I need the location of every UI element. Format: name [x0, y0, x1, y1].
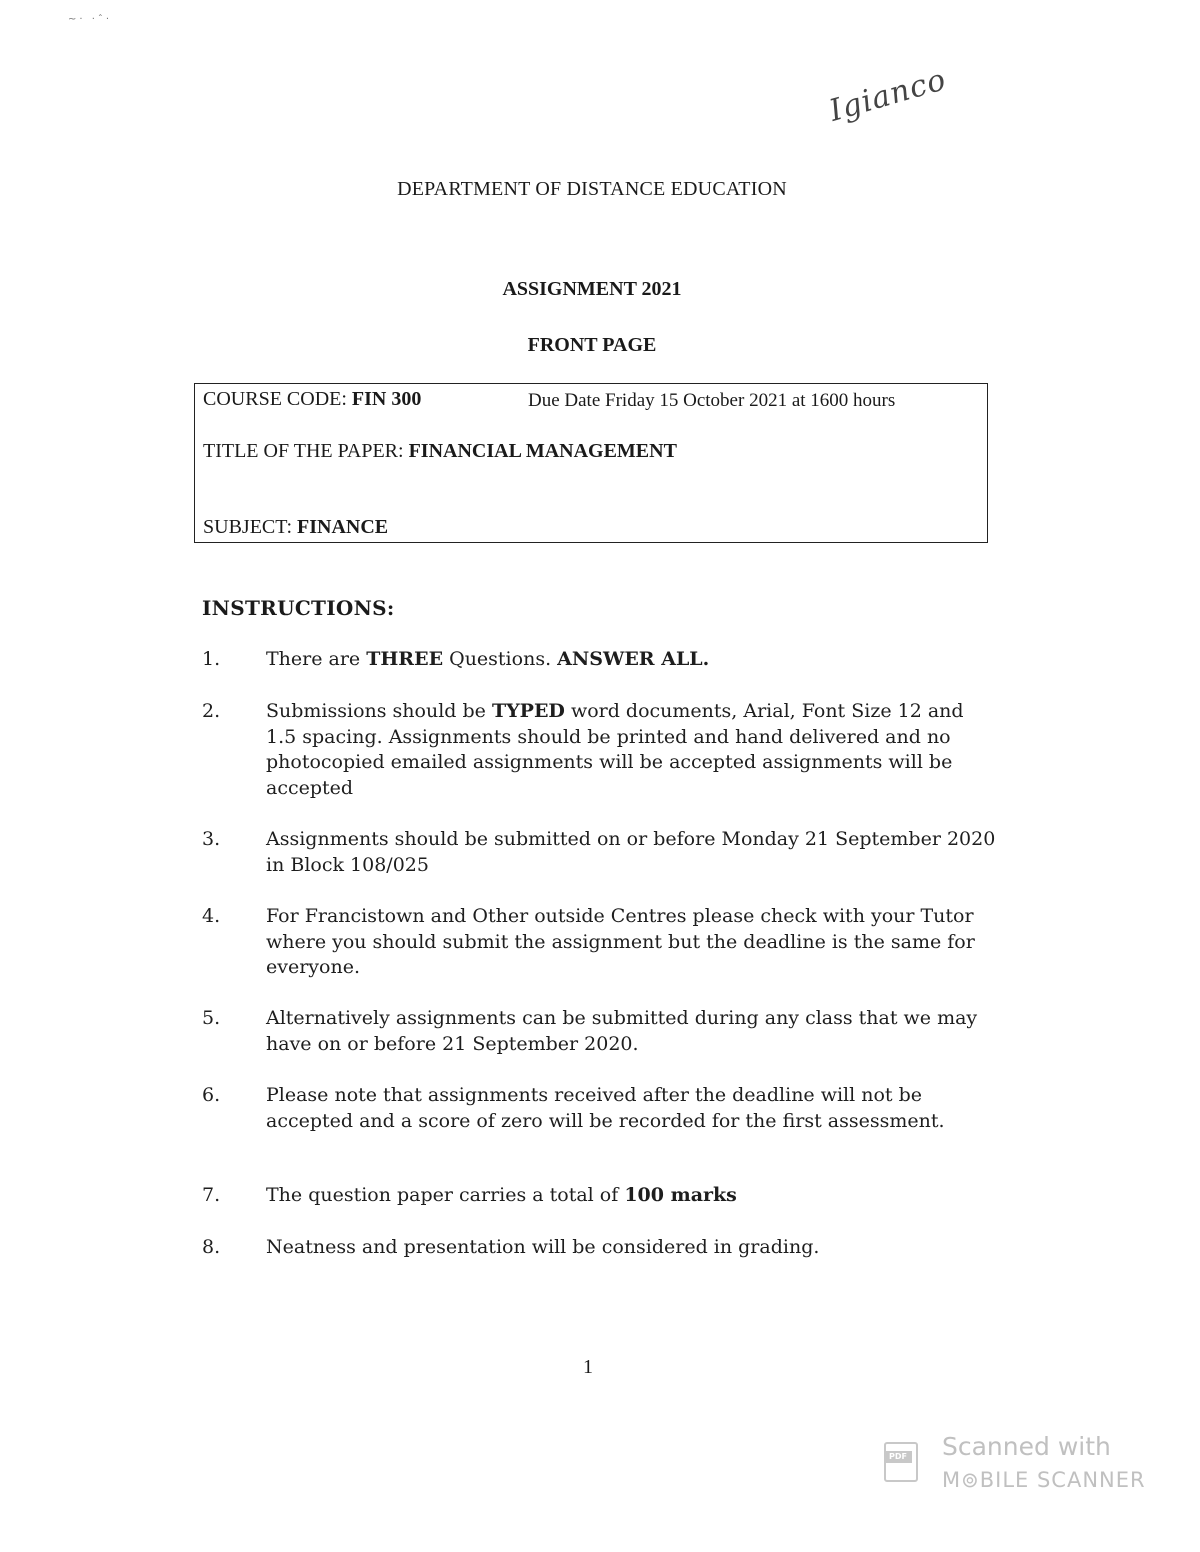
scanner-watermark — [884, 1432, 1164, 1502]
page-number: 1 — [583, 1356, 593, 1378]
instruction-text: Alternatively assignments can be submitted during any class that we may have on or before 21 September 2020. — [266, 1007, 978, 1055]
pdf-icon-tag: PDF — [884, 1451, 912, 1463]
paper-title-value: FINANCIAL MANAGEMENT — [408, 440, 677, 462]
watermark-line-2: M⊚BILE SCANNER — [942, 1468, 1146, 1492]
instruction-text-part: The question paper carries a total of — [266, 1184, 625, 1206]
department-title: DEPARTMENT OF DISTANCE EDUCATION — [397, 178, 787, 200]
instruction-text — [266, 699, 996, 801]
instruction-number: 4. — [202, 905, 221, 927]
assignment-title: ASSIGNMENT 2021 — [502, 278, 682, 300]
instruction-text — [266, 1183, 996, 1209]
instructions-heading: INSTRUCTIONS: — [202, 596, 395, 620]
paper-title-line — [203, 440, 677, 463]
due-date: Due Date Friday 15 October 2021 at 1600 hours — [528, 390, 896, 411]
instruction-text-emphasis: ANSWER ALL. — [557, 648, 710, 670]
instruction-number: 2. — [202, 700, 221, 722]
front-page-title: FRONT PAGE — [527, 334, 657, 356]
subject-value: FINANCE — [297, 516, 389, 538]
instruction-number: 6. — [202, 1084, 221, 1106]
instruction-number: 7. — [202, 1184, 221, 1206]
handwritten-signature: Igianco — [825, 62, 951, 129]
scan-specks: ~· ·ˆ· — [68, 14, 113, 25]
subject-line — [203, 516, 388, 539]
instruction-text: Please note that assignments received after the deadline will not be accepted and a score of zero will be recorded for the first assessment. — [266, 1084, 945, 1132]
instruction-text-part: Questions. — [443, 648, 558, 670]
instruction-text: Assignments should be submitted on or before Monday 21 September 2020 in Block 108/025 — [266, 828, 996, 876]
instruction-text-emphasis: THREE — [366, 648, 444, 670]
instruction-text-part: Submissions should be — [266, 700, 492, 722]
instruction-number: 3. — [202, 828, 221, 850]
course-code-label: COURSE CODE: — [203, 388, 352, 410]
instruction-text-emphasis: TYPED — [491, 700, 565, 722]
instruction-text-part: word documents, Arial, Font Size 12 and 1.5 spacing. Assignments should be printed and hand delivered and no photocopied emailed assignments will be accepted assignments will be accepted — [266, 700, 964, 799]
instruction-number: 8. — [202, 1236, 221, 1258]
course-info-box — [194, 383, 988, 543]
pdf-document-icon — [884, 1442, 918, 1482]
paper-title-label: TITLE OF THE PAPER: — [203, 440, 409, 462]
instruction-number: 1. — [202, 648, 221, 670]
course-code-line — [203, 388, 421, 411]
subject-label: SUBJECT: — [203, 516, 298, 538]
instruction-text: Neatness and presentation will be considered in grading. — [266, 1236, 820, 1258]
course-code-value: FIN 300 — [351, 388, 422, 410]
instruction-text-emphasis: 100 marks — [624, 1184, 737, 1206]
instruction-number: 5. — [202, 1007, 221, 1029]
watermark-line-1: Scanned with — [942, 1432, 1111, 1461]
instruction-text-part: There are — [266, 648, 367, 670]
instruction-text: For Francistown and Other outside Centres please check with your Tutor where you should submit the assignment but the deadline is the same for everyone. — [266, 905, 975, 978]
instruction-text — [266, 647, 996, 673]
